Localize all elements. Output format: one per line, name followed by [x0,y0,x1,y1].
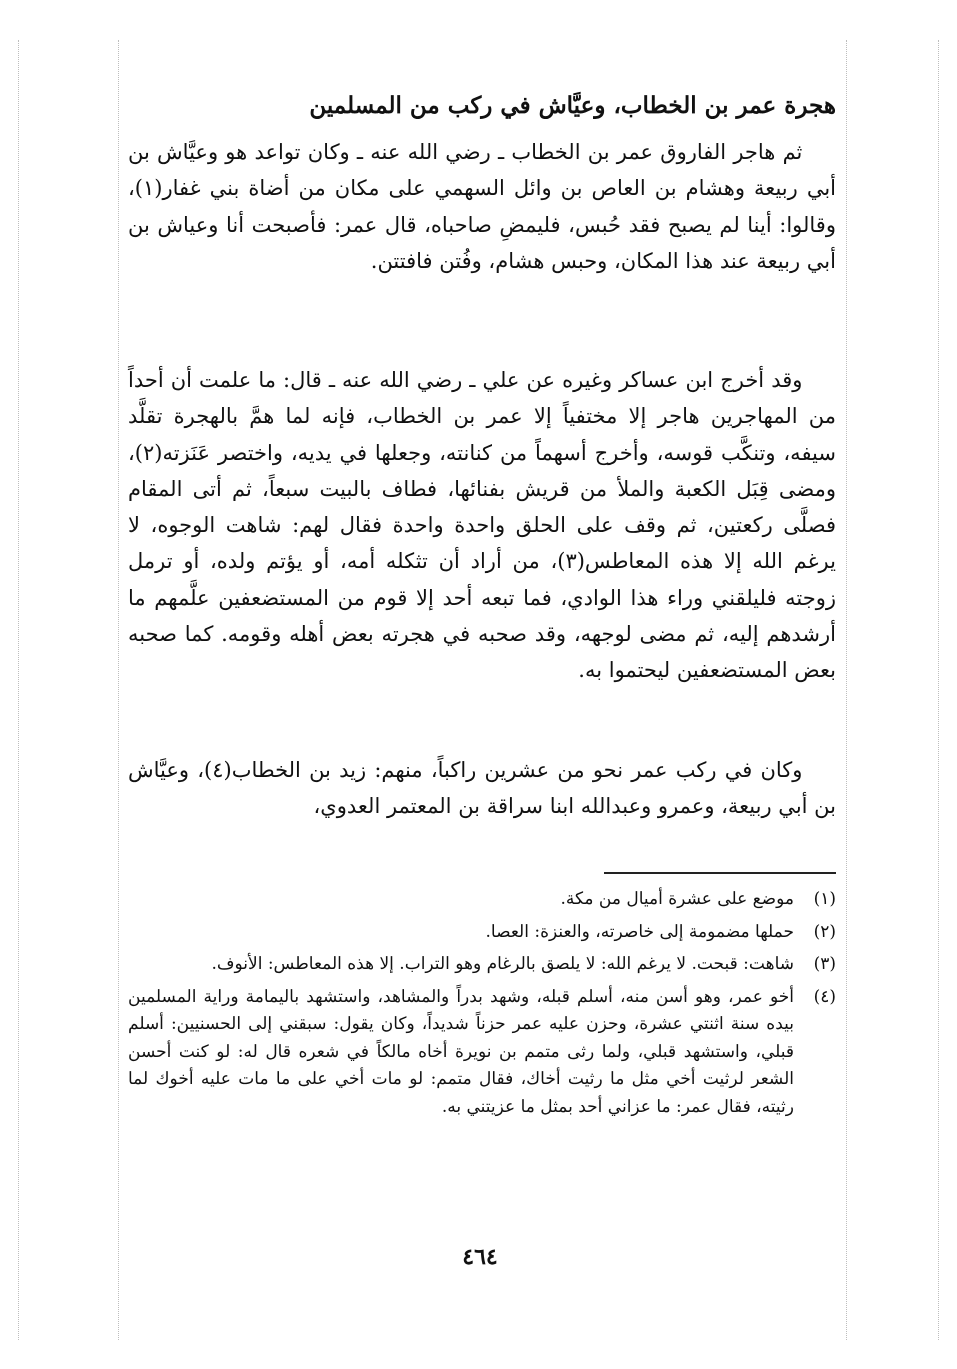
footnote-text: شاهت: قبحت. لا يرغم الله: لا يلصق بالرغام وهو التراب. إلا هذه المعاطس: الأنوف. [211,954,794,974]
footnotes [128,886,836,1126]
paragraph-1: ثم هاجر الفاروق عمر بن الخطاب ـ رضي الله عنه ـ وكان تواعد هو وعيَّاش بن أبي ربيعة وهشام بن العاص بن وائل السهمي على مكان من أضاة بني غفار(١)، وقالوا: أينا لم يصبح فقد حُبس، فليمضِ صاحباه، قال عمر: فأصبحت أنا وعياش بن أبي ربيعة عند هذا المكان، وحبس هشام، وفُتن فافتتن. [128,140,836,273]
scan-guide-line [18,40,19,1340]
footnote-number: (١) [813,889,836,909]
footnote-separator [604,872,836,874]
footnote-3 [128,951,836,979]
footnote-number: (٣) [813,954,836,974]
scan-guide-line [938,40,939,1340]
footnote-text: حملها مضمومة إلى خاصرته، والعنزة: العصا. [485,921,794,942]
page-number: ٤٦٤ [462,1244,498,1270]
footnote-text: أخو عمر، وهو أسن منه، أسلم قبله، وشهد بدراً والمشاهد، واستشهد باليمامة وراية المسلمين بيده سنة اثنتي عشرة، وحزن عليه عمر حزناً شديداً، وكان يقول: سبقني إلى الحسنيين: أسلم قبلي، واستشهد قبلي، ولما رثى متمم بن نويرة أخاه مالكاً في شعره قال له: لو كنت أحسن الشعر لرثيت أخي مثل ما رثيت أخاك، فقال متمم: لو مات أخي على ما مات عليه أخوك لما رثيته، فقال عمر: ما عزاني أحد بمثل ما عزيتني به. [128,986,794,1117]
paragraph-3: وكان في ركب عمر نحو من عشرين راكباً، منهم: زيد بن الخطاب(٤)، وعيَّاش بن أبي ربيعة، وعمرو وعبدالله ابنا سراقة بن المعتمر العدوي، [128,758,836,819]
scan-guide-line [118,40,119,1340]
paragraph-2: وقد أخرج ابن عساكر وغيره عن علي ـ رضي الله عنه ـ قال: ما علمت أن أحداً من المهاجرين هاجر إلا مختفياً إلا عمر بن الخطاب، فإنه لما همَّ بالهجرة تقلَّد سيفه، وتنكَّب قوسه، وأخرج أسهماً من كنانته، وجعلها في يديه، واختصر عَنَزته(٢)، ومضى قِبَل الكعبة والملأ من قريش بفنائها، فطاف بالبيت سبعاً، ثم أتى المقام فصلَّى ركعتين، ثم وقف على الحلق واحدة واحدة فقال لهم: شاهت الوجوه، لا يرغم الله إلا هذه المعاطس(٣)، من أراد أن تثكله أمه، أو يؤتم ولده، أو ترمل زوجته فليلقني وراء هذا الوادي، فما تبعه أحد إلا قوم من المستضعفين علَّمهم ما أرشدهم إليه، ثم مضى لوجهه، وقد صحبه في هجرته بعض أهله وقومه. كما صحبه بعض المستضعفين ليحتموا به. [128,368,836,683]
footnote-1 [128,886,836,914]
footnote-number: (٤) [813,986,836,1007]
footnote-number: (٢) [813,921,836,942]
section-heading: هجرة عمر بن الخطاب، وعيَّاش في ركب من المسلمين [309,92,836,119]
footnote-4 [128,984,836,1122]
footnote-text: موضع على عشرة أميال من مكة. [560,889,794,909]
footnote-2 [128,919,836,947]
scan-guide-line [846,40,847,1340]
